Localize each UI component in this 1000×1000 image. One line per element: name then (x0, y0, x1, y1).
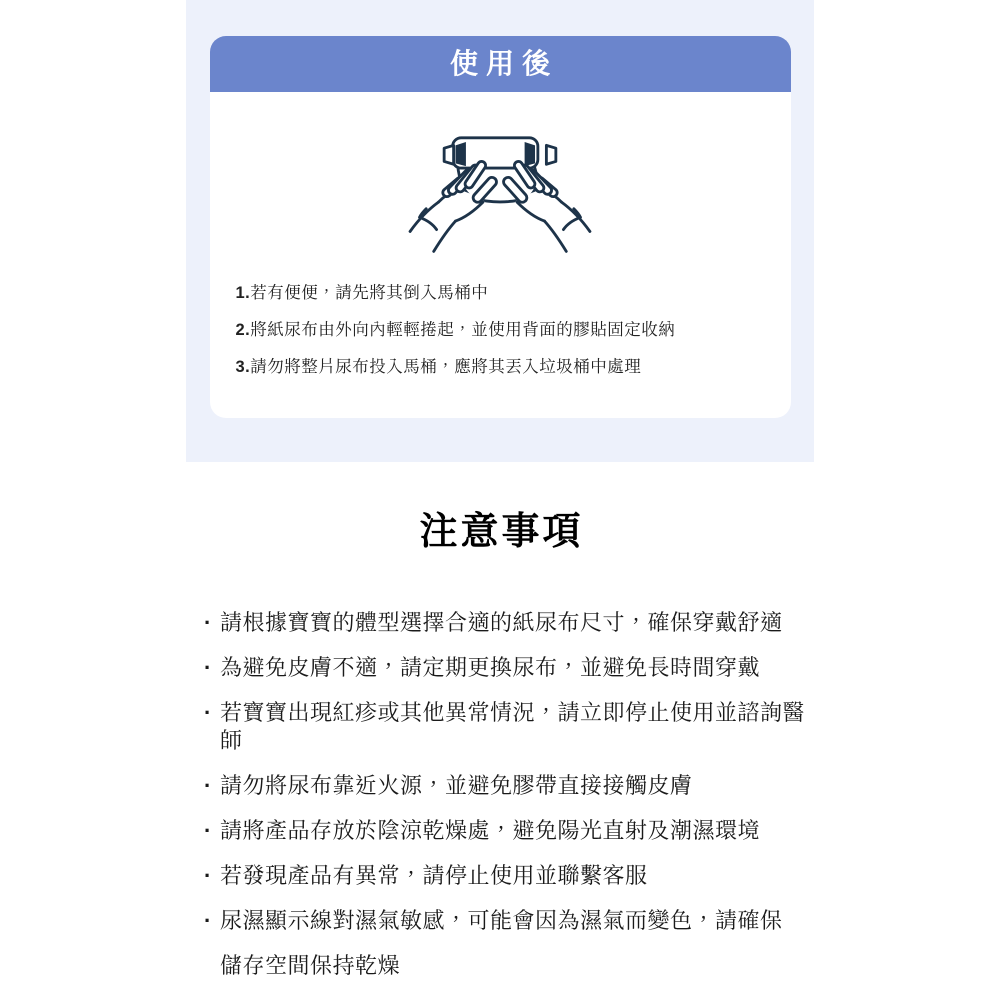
note-row (204, 609, 814, 637)
note-text: 儲存空間保持乾燥 (220, 953, 401, 978)
note-row (204, 862, 814, 890)
note-text: 若發現產品有異常，請停止使用並聯繫客服 (220, 863, 648, 888)
notes-list (186, 609, 814, 980)
note-row (204, 699, 814, 755)
usage-steps-list (210, 282, 791, 418)
usage-step-text: 將紙尿布由外向內輕輕捲起，並使用背面的膠貼固定收納 (250, 321, 676, 339)
note-text: 請勿將尿布靠近火源，並避免膠帶直接接觸皮膚 (220, 773, 693, 798)
note-text: 為避免皮膚不適，請定期更換尿布，並避免長時間穿戴 (220, 655, 761, 680)
note-text: 若寶寶出現紅疹或其他異常情況，請立即停止使用並諮詢醫師 (220, 700, 806, 753)
usage-step (236, 319, 765, 341)
note-row (204, 952, 814, 980)
note-row (204, 772, 814, 800)
bullet-dot-icon: · (204, 863, 212, 888)
note-row (204, 654, 814, 682)
usage-card-header (210, 36, 791, 92)
note-text: 請將產品存放於陰涼乾燥處，避免陽光直射及潮濕環境 (220, 818, 761, 843)
usage-step (236, 282, 765, 304)
usage-step-text: 請勿將整片尿布投入馬桶，應將其丟入垃圾桶中處理 (250, 358, 642, 376)
usage-section (186, 0, 814, 462)
bullet-dot-icon: · (204, 655, 212, 680)
usage-step (236, 356, 765, 378)
usage-step-number: 1. (235, 284, 251, 302)
bullet-dot-icon: · (204, 773, 212, 798)
usage-step-number: 3. (235, 358, 251, 376)
hands-rolling-diaper-icon (210, 116, 791, 258)
notes-section (0, 510, 1000, 980)
bullet-dot-icon: · (204, 610, 212, 635)
bullet-dot-icon: · (204, 908, 212, 933)
bullet-dot-icon: · (204, 818, 212, 843)
usage-card-title: 使用後 (449, 48, 558, 79)
note-text: 請根據寶寶的體型選擇合適的紙尿布尺寸，確保穿戴舒適 (220, 610, 783, 635)
note-row (204, 817, 814, 845)
usage-card (210, 36, 791, 418)
note-row (204, 907, 814, 935)
usage-step-number: 2. (235, 321, 251, 339)
note-text: 尿濕顯示線對濕氣敏感，可能會因為濕氣而變色，請確保 (220, 908, 783, 933)
notes-title: 注意事項 (419, 511, 584, 553)
bullet-dot-icon: · (204, 700, 212, 725)
usage-step-text: 若有便便，請先將其倒入馬桶中 (250, 284, 489, 302)
